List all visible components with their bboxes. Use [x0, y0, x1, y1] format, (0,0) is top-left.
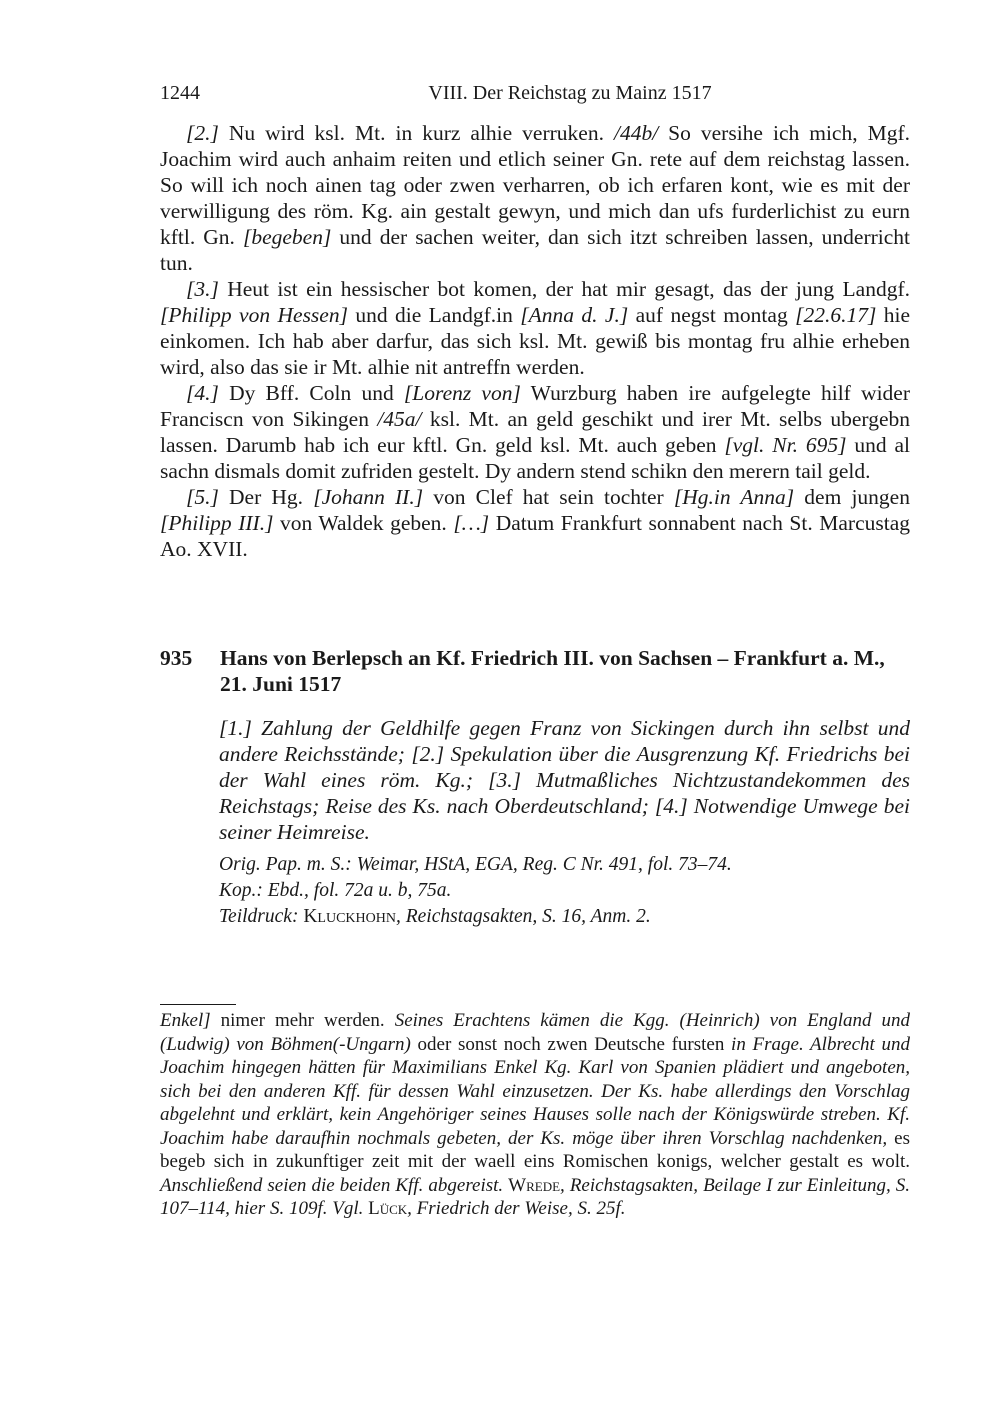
text: und al sachn dismals domit zufriden gestelt. Dy andern stend schikn den merern tail geld. — [160, 433, 910, 483]
text: Datum Frankfurt sonnabent nach St. Marcustag Ao. XVII. — [160, 511, 910, 561]
text: oder sonst noch zwen Deutsche fursten — [410, 1033, 732, 1055]
regest: [1.] Zahlung der Geldhilfe gegen Franz von Sickingen durch ihn selbst und andere Reichsstände; [2.] Spekulation über die Ausgrenzung Kf. Friedrichs bei der Wahl eines röm. Kg.; [3.] Mutmaßliches Nichtzustandekommen des Reichstags; Reise des Ks. nach Oberdeutschland; [4.] Notwendige Umwege bei seiner Heimreise. — [219, 716, 910, 844]
footnote — [160, 1009, 910, 1221]
editorial-insertion: […] — [453, 511, 490, 535]
text: in Frage. Albrecht und Joachim hingegen hätten für Maximilians Enkel Kg. Karl von Spanien plädiert und angeboten, sich bei den anderen Kff. für dessen Wahl einzusetzen. Der Ks. habe allerdings den Vorschlag abgelehnt und erklärt, kein Angehöriger seines Hauses solle nach der Königswürde streben. Kf. Joachim habe daraufhin nochmals gebeten, der Ks. möge über ihren Vorschlag nachdenken, — [160, 1033, 910, 1149]
text: es begeb sich in zukunftiger zeit mit der waell eins Romischen konigs, welcher gestalt es wolt. — [160, 1127, 911, 1172]
editorial-insertion: [Philipp von Hessen] — [160, 303, 348, 327]
text: Dy Bff. Coln und — [218, 381, 404, 405]
text: , Reichstagsakten, Beilage I zur Einleitung, S. 107–114, hier S. 109f. Vgl. — [160, 1174, 910, 1219]
text: Nu wird ksl. Mt. in kurz alhie verruken. — [218, 121, 614, 145]
author: Wrede — [508, 1174, 561, 1196]
text: Wurzburg haben ire aufgelegte hilf wider Franciscn von Sikingen — [160, 381, 910, 431]
author: Kluckhohn — [303, 906, 396, 927]
source-copy: Kop.: Ebd., fol. 72a u. b, 75a. — [219, 880, 452, 901]
text: hie einkomen. Ich hab aber darfur, das sich ksl. Mt. gewiß bis montag fru alhie erheben wird, also das sie ir Mt. alhie nit antreffn werden. — [160, 303, 911, 379]
paragraph-number: [2.] — [186, 121, 219, 145]
folio-marker: /44b/ — [613, 121, 659, 145]
paragraph-number: [5.] — [186, 485, 219, 509]
footnote-rule — [160, 1004, 236, 1005]
text: Anschließend seien die beiden Kff. abgereist. — [160, 1174, 504, 1196]
paragraph-5 — [160, 484, 910, 562]
text: So versihe ich mich, Mgf. Joachim wird auch anhaim reiten und etlich seiner Gn. rete auf dem reichstag lassen. So will ich noch ainen tag oder zwen verharren, ob ich erfaren kont, wie es mit der verwilligung des röm. Kg. ain gestalt gewyn, und mich dan ufs furderlichist zu eurn kftl. Gn. — [160, 121, 910, 249]
text: von Waldek geben. — [273, 511, 454, 535]
editorial-insertion: [22.6.17] — [795, 303, 877, 327]
text: nimer mehr werden. — [210, 1010, 395, 1031]
document-heading — [160, 645, 910, 697]
running-head — [160, 82, 910, 110]
editorial-insertion: [vgl. Nr. 695] — [724, 433, 847, 457]
lemma: Enkel] — [160, 1010, 211, 1031]
text: Heut ist ein hessischer bot komen, der hat mir gesagt, das der jung Landgf. — [218, 277, 910, 301]
paragraph-3 — [160, 276, 910, 380]
page-number: 1244 — [160, 82, 200, 104]
editorial-insertion: [Lorenz von] — [403, 381, 521, 405]
source-original: Orig. Pap. m. S.: Weimar, HStA, EGA, Reg. C Nr. 491, fol. 73–74. — [219, 854, 732, 875]
document-title: Hans von Berlepsch an Kf. Friedrich III. von Sachsen – Frankfurt a. M., 21. Juni 1517 — [220, 646, 885, 696]
text: und der sachen weiter, dan sich itzt schreiben lassen, underricht tun. — [160, 225, 911, 275]
paragraph-2 — [160, 120, 910, 276]
source-notes — [219, 852, 910, 930]
editorial-insertion: [Hg.in Anna] — [673, 485, 795, 509]
text: von Clef hat sein tochter — [423, 485, 674, 509]
text: ksl. Mt. an geld geschikt und irer Mt. selbs ubergebn lassen. Darumb hab ich eur kftl. Gn. geld ksl. Mt. auch geben — [160, 407, 910, 457]
source-partial-print — [219, 904, 910, 930]
label: Teildruck: — [219, 906, 299, 927]
editorial-insertion: [Anna d. J.] — [520, 303, 629, 327]
text: , Reichstagsakten, S. 16, Anm. 2. — [395, 906, 651, 927]
text: und die Landgf.in — [347, 303, 521, 327]
author: Lück — [368, 1198, 408, 1219]
editorial-insertion: [Johann II.] — [313, 485, 424, 509]
editorial-insertion: [Philipp III.] — [160, 511, 274, 535]
paragraph-4 — [160, 380, 910, 484]
text: Seines Erachtens kämen die Kgg. (Heinrich) von England und (Ludwig) von Böhmen(-Ungarn) — [160, 1010, 910, 1055]
text: , Friedrich der Weise, S. 25f. — [407, 1198, 626, 1219]
paragraph-number: [3.] — [186, 277, 219, 301]
document-number: 935 — [160, 646, 193, 670]
editorial-insertion: [begeben] — [242, 225, 332, 249]
paragraph-number: [4.] — [186, 381, 219, 405]
folio-marker: /45a/ — [377, 407, 422, 431]
letter-body — [160, 120, 910, 562]
running-title: VIII. Der Reichstag zu Mainz 1517 — [428, 82, 712, 104]
text: dem jungen — [794, 485, 910, 509]
text: auf negst montag — [628, 303, 796, 327]
text: Der Hg. — [218, 485, 314, 509]
